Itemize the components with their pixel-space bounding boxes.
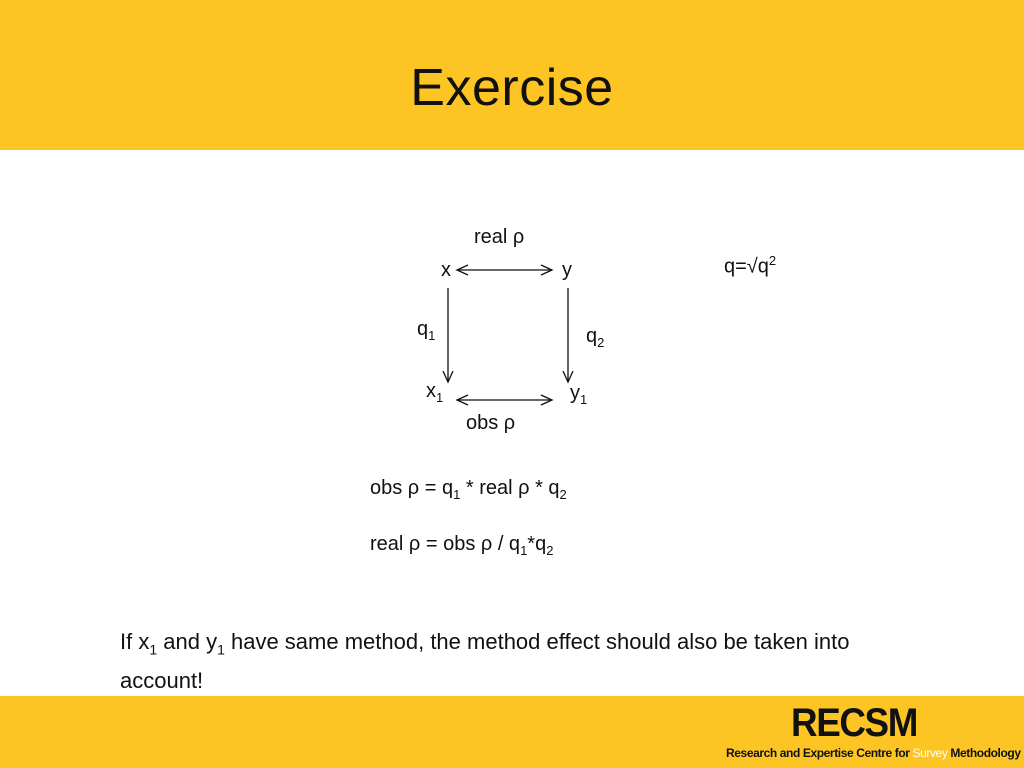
node-y1 (570, 382, 587, 411)
equation-obs-sub2: 2 (559, 487, 567, 502)
note-part1: If x (120, 629, 150, 654)
node-x: x (441, 259, 451, 281)
tagline-survey: Survey (912, 746, 948, 760)
equation-obs (370, 477, 567, 506)
q2-label (586, 325, 604, 354)
q2-sub: 2 (597, 335, 605, 350)
equation-real-sub2: 2 (546, 543, 554, 558)
formula-q-lhs: q=√q (724, 255, 769, 278)
equation-obs-part2: * real ρ * q (460, 477, 560, 499)
node-y: y (562, 259, 572, 281)
equation-real-sub1: 1 (520, 543, 528, 558)
tagline-part2: Methodology (947, 746, 1021, 760)
slide-title: Exercise (410, 59, 614, 117)
equation-obs-part1: obs ρ = q (370, 477, 454, 499)
q2-base: q (586, 325, 598, 347)
x1-base: x (426, 380, 436, 402)
y1-base: y (570, 382, 580, 404)
note-sub1: 1 (149, 641, 158, 658)
formula-q-sup: 2 (768, 253, 777, 268)
note-part3: have same method, the method effect should also be taken into account! (120, 629, 850, 694)
note-part2: and y (157, 629, 218, 654)
formula-q (724, 250, 776, 278)
q1-sub: 1 (428, 328, 436, 343)
note-sub2: 1 (217, 641, 225, 658)
real-rho-label: real ρ (474, 226, 525, 248)
y1-sub: 1 (580, 392, 588, 407)
tagline-part1: Research and Expertise Centre for (726, 746, 913, 760)
x1-sub: 1 (436, 390, 444, 405)
q1-base: q (417, 318, 429, 340)
recsm-logo: RECSM (791, 701, 917, 745)
equation-obs-sub1: 1 (453, 487, 461, 502)
q1-label (417, 318, 435, 347)
equation-real-part2: *q (527, 533, 547, 555)
obs-rho-label: obs ρ (466, 412, 516, 434)
recsm-tagline (726, 746, 1021, 760)
method-note (120, 626, 880, 696)
node-x1 (426, 380, 443, 409)
equation-real (370, 533, 553, 562)
equation-real-part1: real ρ = obs ρ / q (370, 533, 521, 555)
